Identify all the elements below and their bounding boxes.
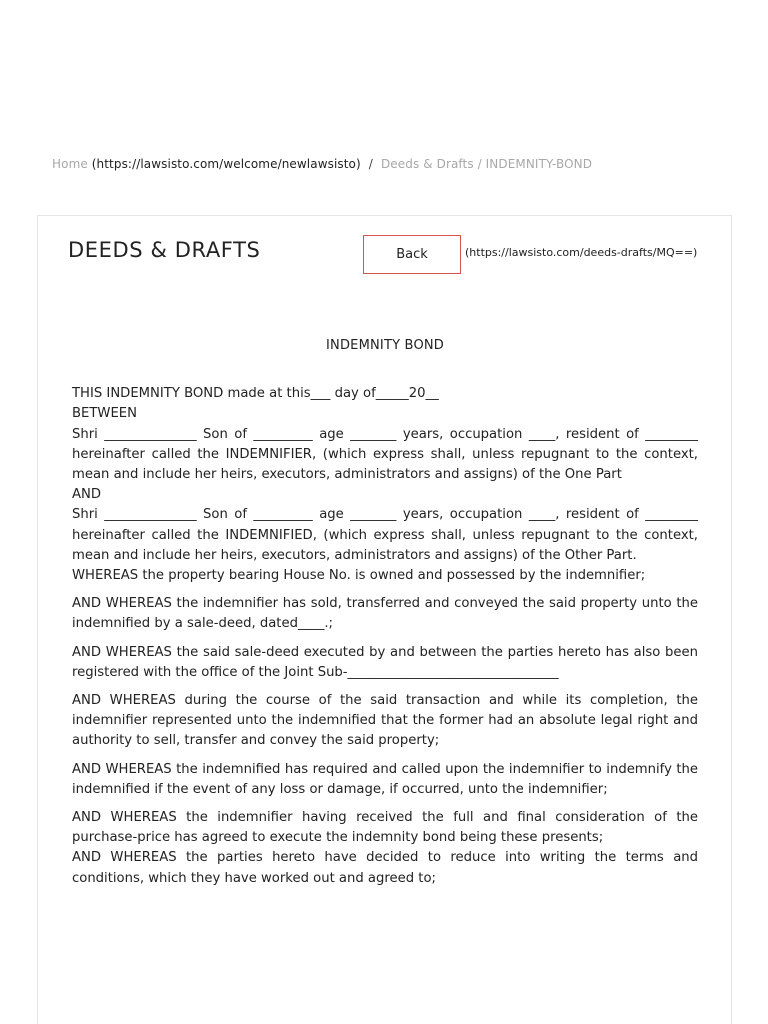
breadcrumb-separator: / <box>368 157 373 171</box>
doc-paragraph: WHEREAS the property bearing House No. is owned and possessed by the indemnifier; <box>72 568 646 584</box>
doc-paragraph: AND WHEREAS during the course of the said transaction and while its completion, the indemnifier represented unto the indemnified that the former had an absolute legal right and authority to sell, transfer and convey the said property; <box>72 693 698 749</box>
breadcrumb <box>52 157 592 171</box>
doc-paragraph: Shri ______________ Son of _________ age _______ years, occupation ____, resident of ________ hereinafter called the INDEMNIFIER, (which express shall, unless repugnant to the context, mean and include her heirs, executors, administrators and assigns) of the One Part <box>72 426 698 483</box>
doc-paragraph: AND WHEREAS the parties hereto have decided to reduce into writing the terms and conditions, which they have worked out and agreed to; <box>72 850 698 886</box>
doc-paragraph: AND WHEREAS the said sale-deed executed by and between the parties hereto has also been registered with the office of the Joint Sub-________________________________ <box>72 644 698 680</box>
breadcrumb-current: Deeds & Drafts / INDEMNITY-BOND <box>380 157 593 171</box>
document-card <box>37 215 732 1024</box>
back-button[interactable]: Back <box>363 235 461 274</box>
doc-paragraph: AND WHEREAS the indemnifier having received the full and final consideration of the purchase-price has agreed to execute the indemnity bond being these presents; <box>72 810 698 846</box>
back-url: (https://lawsisto.com/deeds-drafts/MQ==) <box>465 246 698 259</box>
doc-paragraph: Shri ______________ Son of _________ age _______ years, occupation ____, resident of ________ hereinafter called the INDEMNIFIED, (which express shall, unless repugnant to the context, mean and include her heirs, executors, administrators and assigns) of the Other Part. <box>72 507 698 563</box>
doc-paragraph: THIS INDEMNITY BOND made at this___ day of_____20__ <box>72 386 439 402</box>
page-title: DEEDS & DRAFTS <box>68 238 261 262</box>
document-body <box>72 336 698 889</box>
doc-paragraph: AND WHEREAS the indemnifier has sold, transferred and conveyed the said property unto the indemnified by a sale-deed, dated____.; <box>72 596 698 632</box>
doc-paragraph: AND WHEREAS the indemnified has required and called upon the indemnifier to indemnify the indemnified if the event of any loss or damage, if occurred, unto the indemnifier; <box>72 761 698 797</box>
doc-paragraph: BETWEEN <box>72 406 138 422</box>
breadcrumb-home-url: (https://lawsisto.com/welcome/newlawsisto) <box>91 157 361 171</box>
breadcrumb-home-link[interactable]: Home <box>52 157 88 171</box>
document-title: INDEMNITY BOND <box>325 338 445 353</box>
doc-paragraph: AND <box>72 487 102 503</box>
